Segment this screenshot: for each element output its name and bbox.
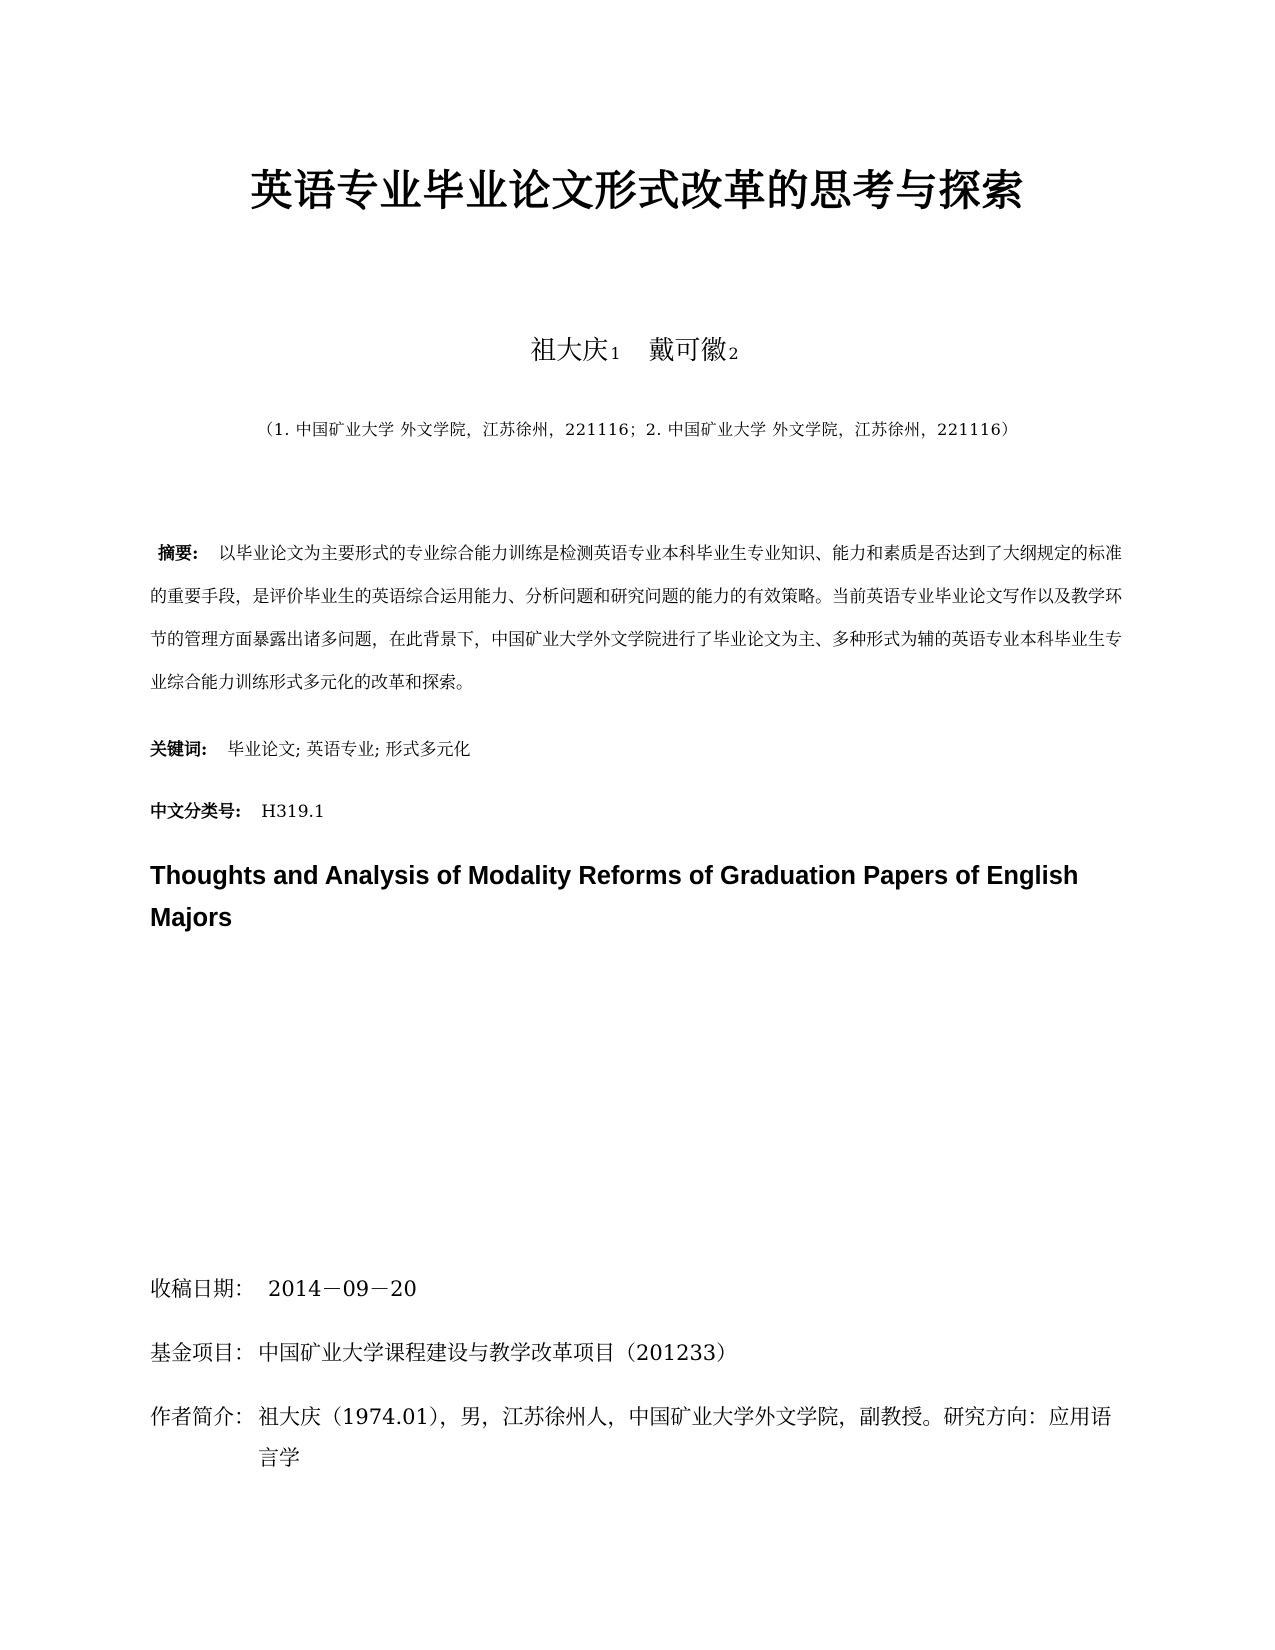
classification-value: H319.1: [261, 802, 325, 822]
paper-title: 英语专业毕业论文形式改革的思考与探索: [250, 166, 1025, 215]
author-line: [0, 330, 1275, 367]
received-label: 收稿日期：: [150, 1277, 255, 1301]
author-affiliation-mark: 1: [610, 344, 621, 363]
english-title: Thoughts and Analysis of Modality Reforms of Graduation Papers of English Majors: [150, 862, 1079, 932]
received-value: 2014－09－20: [268, 1277, 417, 1301]
keywords: [150, 735, 1122, 760]
keywords-label: 关键词:: [150, 740, 208, 760]
abstract: [150, 533, 1122, 705]
bio-label: 作者简介：: [150, 1405, 255, 1429]
author-affiliation-mark: 2: [728, 344, 739, 363]
author-name: 祖大庆: [530, 336, 609, 366]
received-date: [150, 1275, 1120, 1339]
classification-number: [150, 797, 1122, 822]
footnotes: [150, 1275, 1120, 1470]
fund-project: [150, 1339, 1120, 1403]
fund-label: 基金项目：: [150, 1341, 255, 1365]
author-name: 戴可徽: [648, 336, 727, 366]
classification-label: 中文分类号:: [150, 802, 242, 822]
bio-value: 祖大庆（1974.01），男，江苏徐州人，中国矿业大学外文学院，副教授。研究方向：应用语言学: [258, 1405, 1112, 1470]
fund-value: 中国矿业大学课程建设与教学改革项目（201233）: [258, 1341, 738, 1365]
abstract-text: 以毕业论文为主要形式的专业综合能力训练是检测英语专业本科毕业生专业知识、能力和素质是否达到了大纲规定的标准的重要手段，是评价毕业生的英语综合运用能力、分析问题和研究问题的能力的有效策略。当前英语专业毕业论文写作以及教学环节的管理方面暴露出诸多问题，在此背景下，中国矿业大学外文学院进行了毕业论文为主、多种形式为辅的英语专业本科毕业生专业综合能力训练形式多元化的改革和探索。: [150, 544, 1122, 693]
keywords-text: 毕业论文; 英语专业; 形式多元化: [227, 740, 471, 760]
abstract-label: 摘要:: [158, 544, 199, 564]
author-bio: [150, 1403, 1120, 1470]
affiliations: （1. 中国矿业大学 外文学院，江苏徐州，221116；2. 中国矿业大学 外文学院，江苏徐州，221116）: [257, 420, 1018, 439]
